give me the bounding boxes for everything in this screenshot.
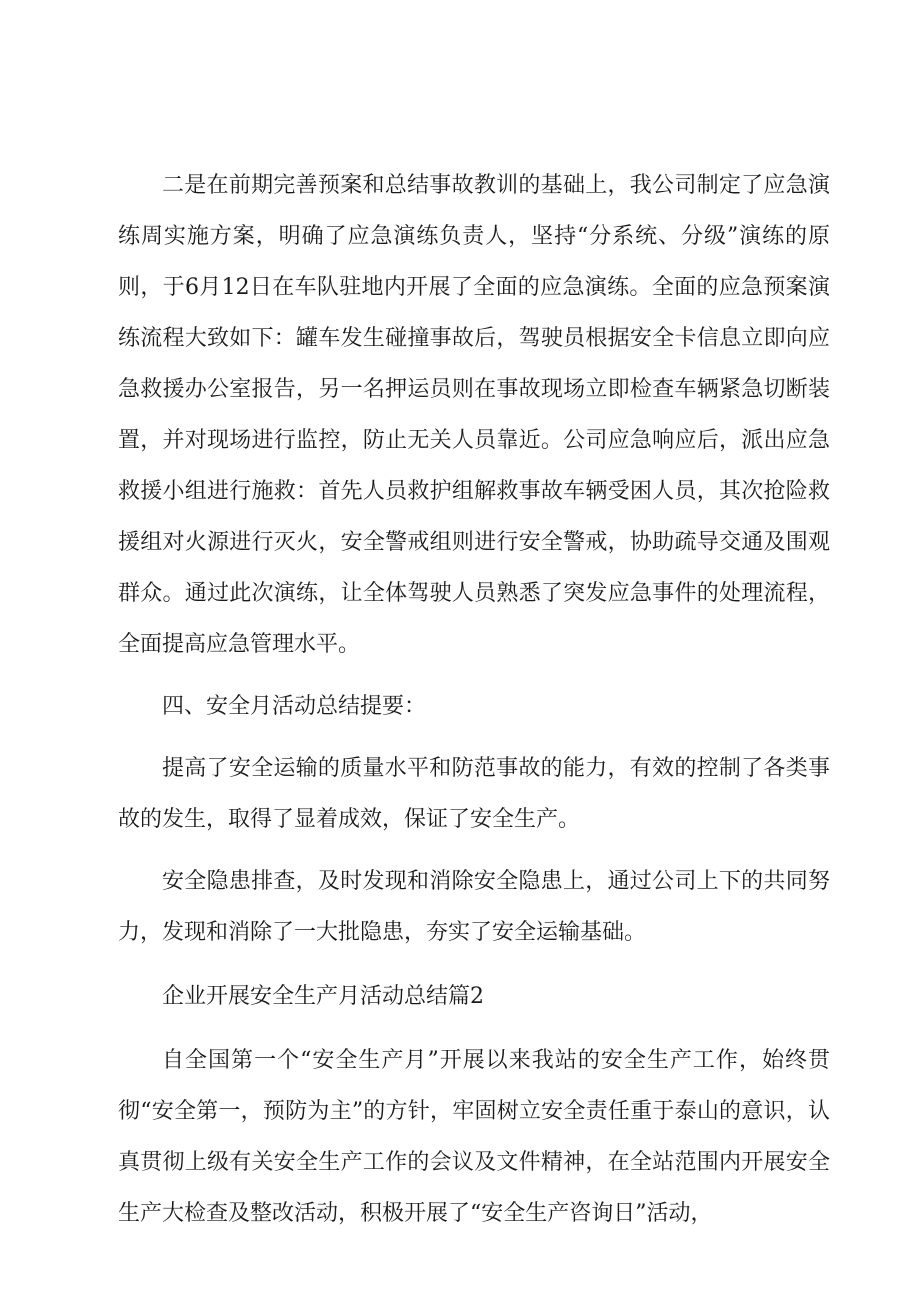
paragraph-spacer: [118, 670, 830, 681]
paragraph-hazard-check: 安全隐患排查，及时发现和消除安全隐患上，通过公司上下的共同努力，发现和消除了一大批隐患，夯实了安全运输基础。: [118, 869, 830, 945]
paragraph-spacer: [118, 732, 830, 743]
paragraph-emergency-drill: 二是在前期完善预案和总结事故教训的基础上，我公司制定了应急演练周实施方案，明确了应急演练负责人，坚持“分系统、分级”演练的原则，于6月12日在车队驻地内开展了全面的应急演练。全面的应急预案演练流程大致如下：罐车发生碰撞事故后，驾驶员根据安全卡信息立即向应急救援办公室报告，另一名押运员则在事故现场立即检查车辆紧急切断装置，并对现场进行监控，防止无关人员靠近。公司应急响应后，派出应急救援小组进行施救：首先人员救护组解救事故车辆受困人员，其次抢险救援组对火源进行灭火，安全警戒组则进行安全警戒，协助疏导交通及围观群众。通过此次演练，让全体驾驶人员熟悉了突发应急事件的处理流程，全面提高应急管理水平。: [118, 173, 830, 657]
paragraph-spacer: [118, 958, 830, 971]
paragraph-spacer: [118, 845, 830, 856]
paragraph-safety-month-intro: 自全国第一个“安全生产月”开展以来我站的安全生产工作，始终贯彻“安全第一，预防为主”的方针，牢固树立安全责任重于泰山的意识，认真贯彻上级有关安全生产工作的会议及文件精神，在全站范围内开展安全生产大检查及整改活动，积极开展了“安全生产咨询日”活动，: [118, 1048, 830, 1226]
paragraph-spacer: [118, 1022, 830, 1035]
section-heading-summary: 四、安全月活动总结提要：: [162, 694, 427, 719]
paragraph-safety-level: 提高了安全运输的质量水平和防范事故的能力，有效的控制了各类事故的发生，取得了显着成效，保证了安全生产。: [118, 756, 830, 832]
article-title-part-2: 企业开展安全生产月活动总结篇2: [162, 984, 484, 1009]
document-body: [118, 160, 830, 1239]
